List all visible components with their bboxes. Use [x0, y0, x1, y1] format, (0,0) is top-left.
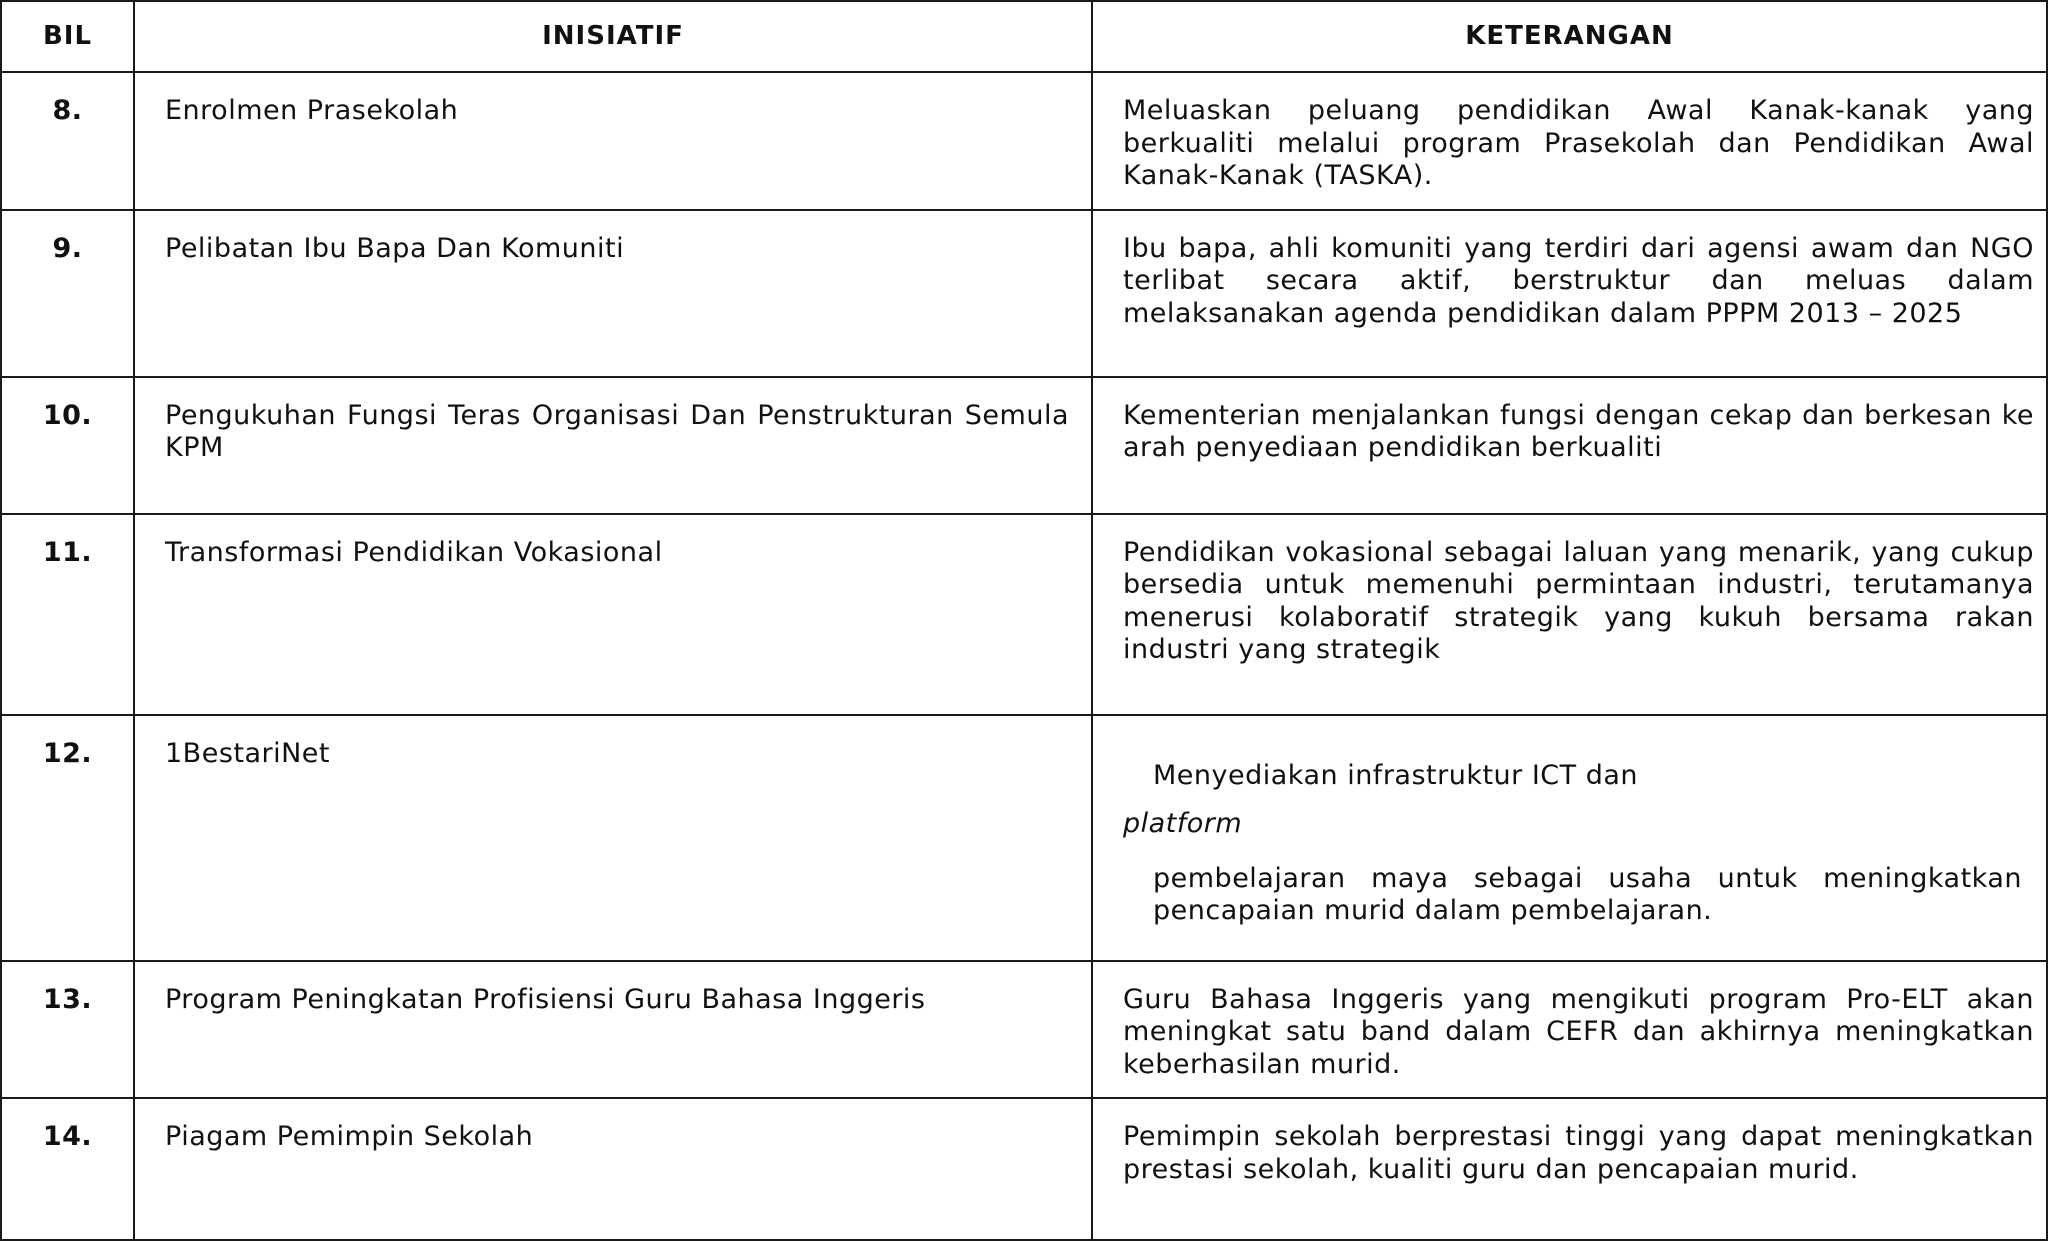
- description-cell: [1092, 514, 2047, 715]
- description-text-part: Menyediakan infrastruktur ICT dan: [1153, 759, 1639, 791]
- table-row: [1, 961, 2047, 1099]
- initiative-cell: [134, 961, 1092, 1099]
- table-header-row: [1, 1, 2047, 72]
- column-header-inisiatif: INISIATIF: [134, 1, 1092, 72]
- initiative-cell: [134, 210, 1092, 377]
- table-row: [1, 715, 2047, 961]
- row-number-cell: [1, 514, 134, 715]
- column-header-bil: BIL: [1, 1, 134, 72]
- description-text: Meluaskan peluang pendidikan Awal Kanak-kanak yang berkualiti melalui program Prasekolah dan Pendidikan Awal Kanak-Kanak (TASKA).: [1123, 95, 2034, 191]
- initiative-cell: [134, 715, 1092, 961]
- description-text: Ibu bapa, ahli komuniti yang terdiri dari agensi awam dan NGO terlibat secara aktif, berstruktur dan meluas dalam melaksanakan agenda pendidikan dalam PPPM 2013 – 2025: [1123, 232, 2034, 329]
- row-number-cell: [1, 377, 134, 514]
- description-cell: [1092, 72, 2047, 210]
- description-cell: [1092, 377, 2047, 514]
- description-text: [1093, 716, 2046, 960]
- initiative-text: 1BestariNet: [165, 737, 331, 769]
- description-cell: [1092, 715, 2047, 961]
- row-number: 13.: [42, 983, 93, 1015]
- row-number: 8.: [52, 95, 83, 126]
- description-text-italic: platform: [1123, 808, 1243, 839]
- description-text-part: pembelajaran maya sebagai usaha untuk meningkatkan pencapaian murid dalam pembelajaran.: [1153, 862, 2022, 926]
- row-number-cell: [1, 210, 134, 377]
- table-row: [1, 514, 2047, 715]
- description-text: Guru Bahasa Inggeris yang mengikuti program Pro-ELT akan meningkat satu band dalam CEFR dan akhirnya meningkatkan keberhasilan murid.: [1123, 983, 2034, 1080]
- description-text: Pemimpin sekolah berprestasi tinggi yang dapat meningkatkan prestasi sekolah, kualiti guru dan pencapaian murid.: [1123, 1121, 2034, 1185]
- initiative-cell: [134, 1098, 1092, 1240]
- description-cell: [1092, 1098, 2047, 1240]
- description-cell: [1092, 961, 2047, 1099]
- table-row: [1, 1098, 2047, 1240]
- initiative-text: Piagam Pemimpin Sekolah: [165, 1121, 534, 1152]
- row-number: 12.: [42, 737, 93, 769]
- initiative-cell: [134, 514, 1092, 715]
- row-number-cell: [1, 1098, 134, 1240]
- row-number: 9.: [52, 232, 83, 264]
- initiative-text: Pelibatan Ibu Bapa Dan Komuniti: [165, 232, 625, 264]
- row-number: 14.: [42, 1121, 93, 1152]
- initiative-cell: [134, 72, 1092, 210]
- description-text: Kementerian menjalankan fungsi dengan cekap dan berkesan ke arah penyediaan pendidikan berkualiti: [1123, 399, 2034, 463]
- description-cell: [1092, 210, 2047, 377]
- table-row: [1, 377, 2047, 514]
- row-number-cell: [1, 72, 134, 210]
- description-text: Pendidikan vokasional sebagai laluan yang menarik, yang cukup bersedia untuk memenuhi permintaan industri, terutamanya menerusi kolaboratif strategik yang kukuh bersama rakan industri yang strategik: [1123, 536, 2034, 665]
- initiative-text: Program Peningkatan Profisiensi Guru Bahasa Inggeris: [165, 983, 926, 1015]
- table-row: [1, 72, 2047, 210]
- table-row: [1, 210, 2047, 377]
- row-number-cell: [1, 715, 134, 961]
- initiative-text: Pengukuhan Fungsi Teras Organisasi Dan Penstrukturan Semula KPM: [165, 399, 1069, 463]
- initiative-cell: [134, 377, 1092, 514]
- column-header-keterangan: KETERANGAN: [1092, 1, 2047, 72]
- initiative-text: Transformasi Pendidikan Vokasional: [165, 536, 663, 568]
- row-number: 10.: [42, 399, 93, 431]
- initiative-text: Enrolmen Prasekolah: [165, 95, 459, 126]
- row-number-cell: [1, 961, 134, 1099]
- row-number: 11.: [42, 536, 93, 568]
